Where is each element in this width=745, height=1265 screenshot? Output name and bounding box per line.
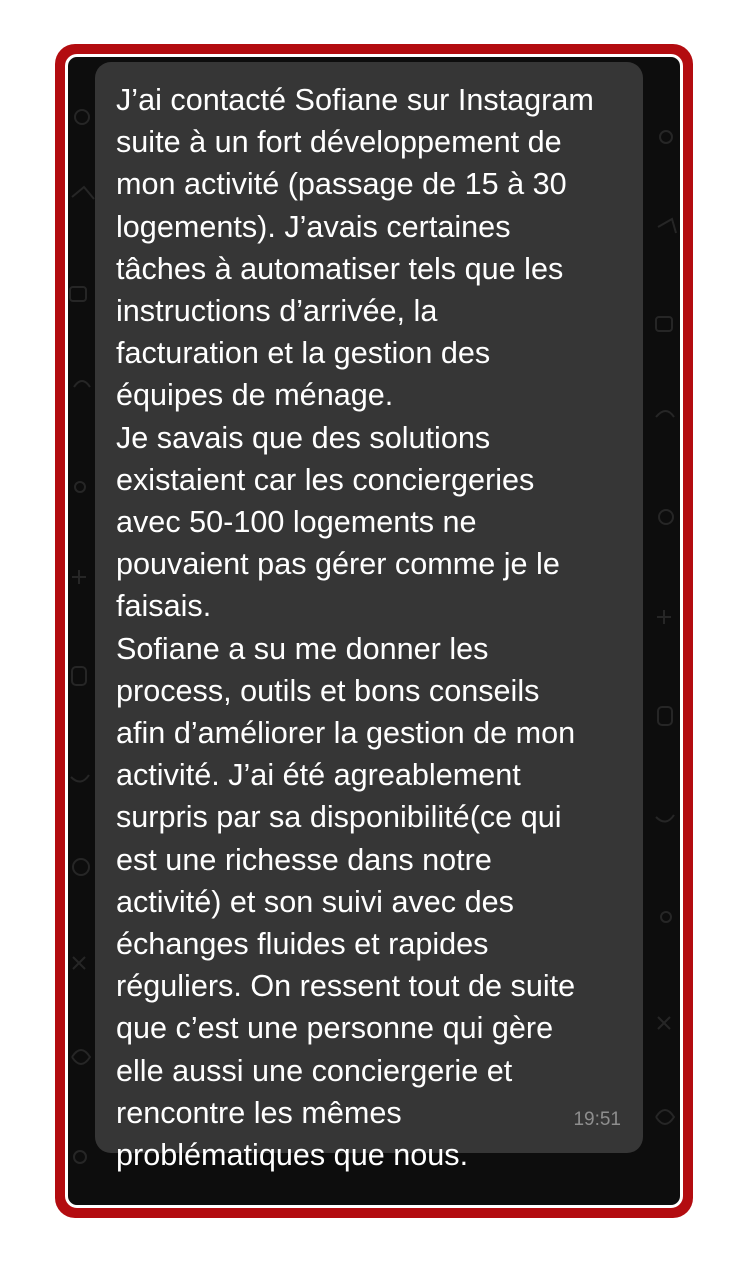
message-line: instructions d’arrivée, la xyxy=(116,294,438,329)
message-line: activité) et son suivi avec des xyxy=(116,884,514,919)
message-line: mon activité (passage de 15 à 30 xyxy=(116,167,567,202)
message-text xyxy=(116,79,623,1176)
message-line: Sofiane a su me donner les xyxy=(116,631,489,666)
message-line: afin d’améliorer la gestion de mon xyxy=(116,716,576,751)
message-line: pouvaient pas gérer comme je le xyxy=(116,547,560,582)
message-line: existaient car les conciergeries xyxy=(116,462,535,497)
message-bubble[interactable] xyxy=(95,62,643,1173)
message-line: échanges fluides et rapides xyxy=(116,927,489,962)
message-line: rencontre les mêmes xyxy=(116,1095,402,1130)
highlight-frame xyxy=(55,44,693,1218)
message-line: activité. J’ai été agreablement xyxy=(116,758,521,793)
message-line: que c’est une personne qui gère xyxy=(116,1011,554,1046)
message-line: faisais. xyxy=(116,589,212,624)
message-line: est une richesse dans notre xyxy=(116,842,492,877)
message-line: facturation et la gestion des xyxy=(116,336,491,371)
chat-background xyxy=(65,54,683,1208)
message-line: avec 50-100 logements ne xyxy=(116,505,477,540)
message-timestamp: 19:51 xyxy=(573,1109,621,1130)
message-line: surpris par sa disponibilité(ce qui xyxy=(116,800,562,835)
message-line: réguliers. On ressent tout de suite xyxy=(116,969,576,1004)
message-line: problématiques que nous. xyxy=(116,1138,469,1173)
message-line: tâches à automatiser tels que les xyxy=(116,251,564,286)
message-line: Je savais que des solutions xyxy=(116,420,491,455)
message-line: suite à un fort développement de xyxy=(116,125,562,160)
message-line: logements). J’avais certaines xyxy=(116,209,511,244)
message-line: elle aussi une conciergerie et xyxy=(116,1053,513,1088)
message-line: process, outils et bons conseils xyxy=(116,673,540,708)
message-line: équipes de ménage. xyxy=(116,378,394,413)
message-line: J’ai contacté Sofiane sur Instagram xyxy=(116,83,594,117)
